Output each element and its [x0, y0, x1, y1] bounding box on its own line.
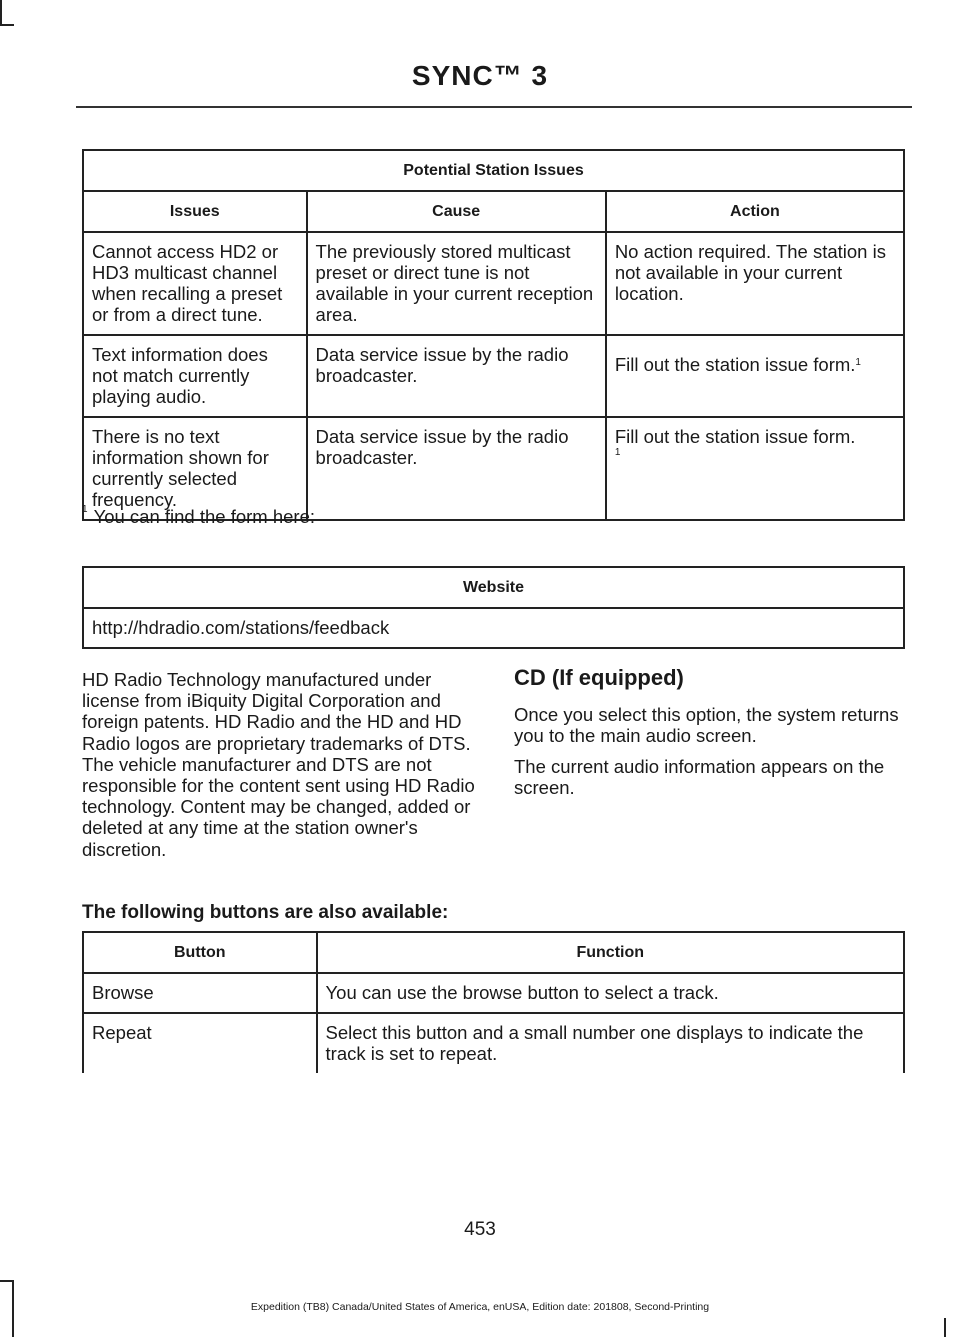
buttons-heading: The following buttons are also available: — [82, 902, 449, 923]
potential-station-issues-table — [82, 149, 905, 521]
button-cell: Browse — [83, 973, 317, 1013]
action-text: Fill out the station issue form. — [614, 354, 856, 375]
action-text: Fill out the station issue form. — [614, 426, 856, 447]
website-table — [82, 566, 905, 649]
footnote-text: You can find the form here: — [93, 506, 316, 527]
column-header-button: Button — [83, 932, 317, 973]
column-header-action: Action — [606, 191, 904, 232]
footnote-marker: 1 — [614, 447, 621, 458]
cause-cell: Data service issue by the radio broadcaster. — [307, 335, 606, 417]
table-row — [83, 232, 904, 335]
table-row — [83, 1013, 904, 1073]
column-header-function: Function — [317, 932, 904, 973]
table-row — [83, 973, 904, 1013]
website-url[interactable]: http://hdradio.com/stations/feedback — [83, 608, 904, 648]
issue-cell: There is no text information shown for currently selected frequency. — [83, 417, 307, 520]
column-header-cause: Cause — [307, 191, 606, 232]
page-footer: Expedition (TB8) Canada/United States of America, enUSA, Edition date: 201808, Second-Printing — [250, 1301, 710, 1313]
hd-radio-notice: HD Radio Technology manufactured under license from iBiquity Digital Corporation and foreign patents. HD Radio and the HD and HD Radio logos are proprietary trademarks of DTS. The vehicle manufacturer and DTS are not responsible for the content sent using HD Radio technology. Content may be changed, added or deleted at any time at the station owner's discretion. — [82, 669, 475, 860]
crop-mark-top-left-horizontal — [0, 24, 14, 26]
table-row — [83, 335, 904, 417]
table-row — [83, 417, 904, 520]
action-cell — [606, 417, 904, 520]
function-cell: You can use the browse button to select a track. — [317, 973, 904, 1013]
crop-mark-top-left — [0, 0, 2, 24]
issue-cell: Cannot access HD2 or HD3 multicast channel when recalling a preset or from a direct tune. — [83, 232, 307, 335]
crop-mark-bottom-right — [944, 1318, 946, 1337]
function-cell: Select this button and a small number one displays to indicate the track is set to repeat. — [317, 1013, 904, 1073]
header-divider — [76, 106, 912, 108]
column-header-issues: Issues — [83, 191, 307, 232]
issue-cell: Text information does not match currently playing audio. — [83, 335, 307, 417]
cause-cell: Data service issue by the radio broadcaster. — [307, 417, 606, 520]
buttons-table — [82, 931, 905, 1073]
website-column-header: Website — [83, 567, 904, 608]
footnote — [82, 506, 315, 528]
action-cell — [606, 335, 904, 417]
page-header-title: SYNC™ 3 — [411, 60, 549, 91]
page-number: 453 — [464, 1219, 496, 1240]
cause-cell: The previously stored multicast preset or direct tune is not available in your current reception area. — [307, 232, 606, 335]
cd-paragraph-2: The current audio information appears on the screen. — [514, 756, 885, 799]
footnote-marker: 1 — [855, 357, 861, 368]
button-cell: Repeat — [83, 1013, 317, 1073]
table-caption: Potential Station Issues — [83, 150, 904, 191]
footnote-number: 1 — [82, 504, 88, 515]
cd-paragraph-1: Once you select this option, the system returns you to the main audio screen. — [514, 704, 899, 747]
action-cell: No action required. The station is not available in your current location. — [606, 232, 904, 335]
cd-section-heading: CD (If equipped) — [514, 665, 684, 690]
